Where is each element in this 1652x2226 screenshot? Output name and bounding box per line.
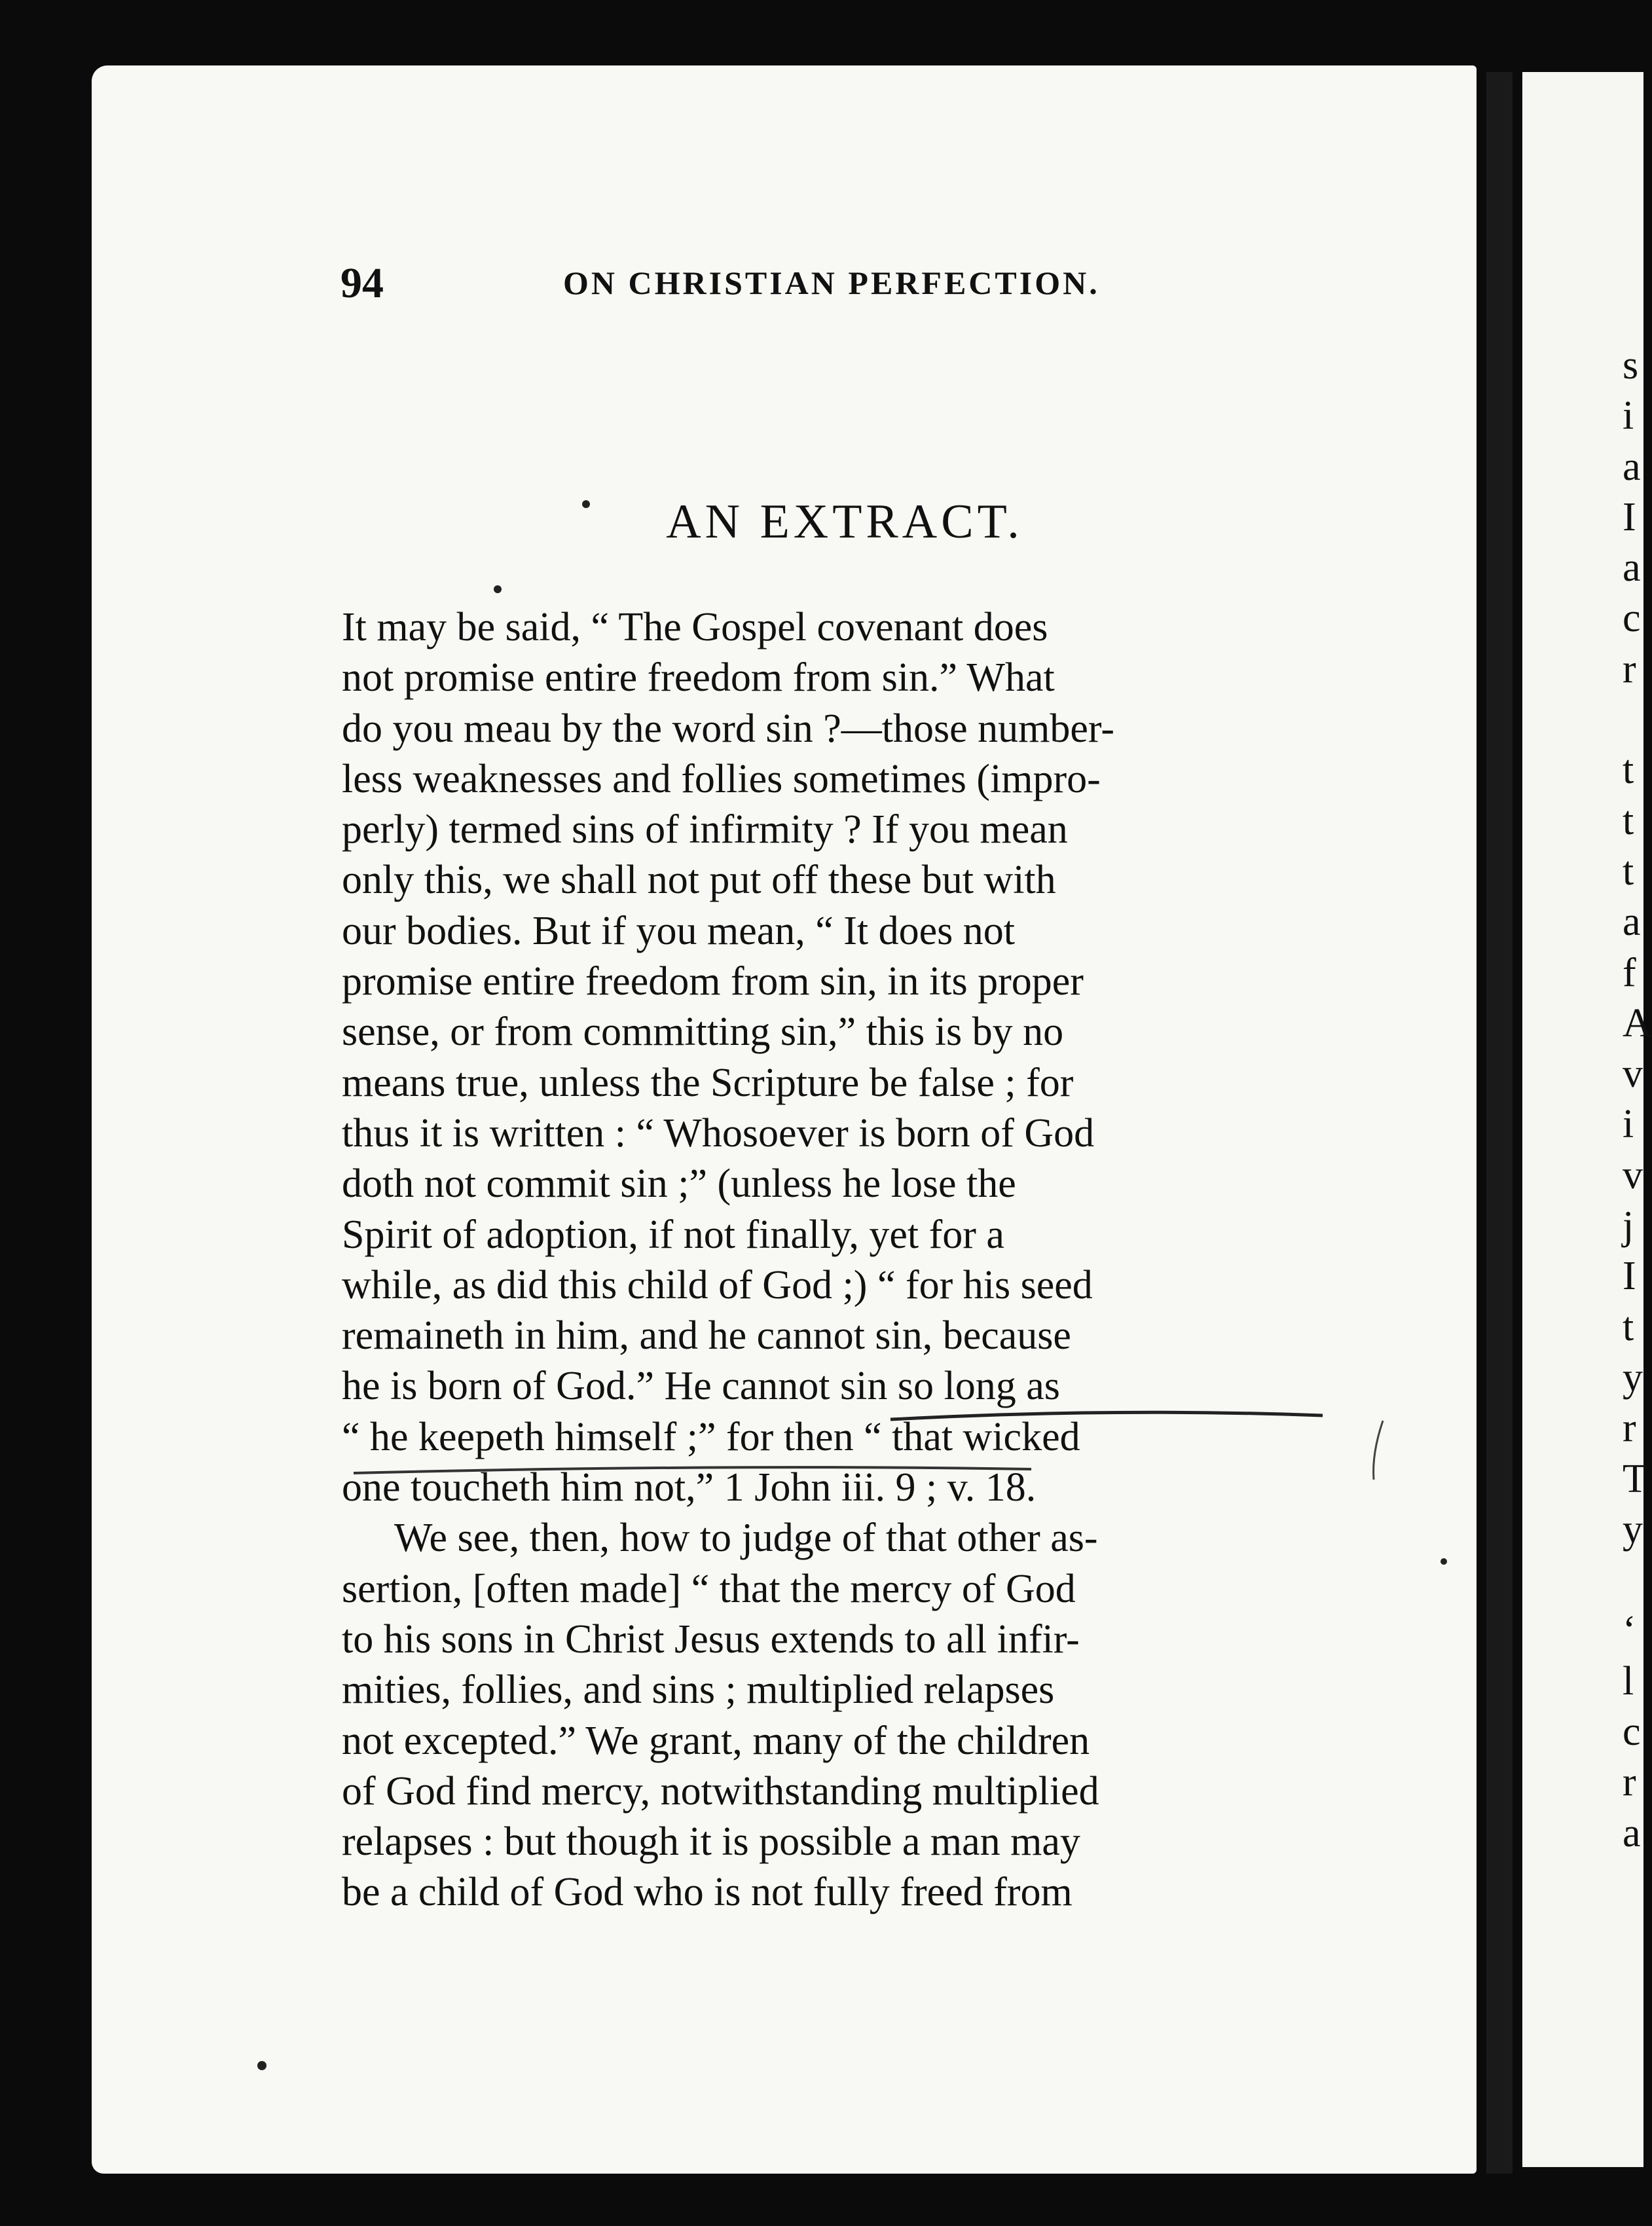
text-line: of God find mercy, notwithstanding multiplied [342,1768,1099,1814]
text-line: not promise entire freedom from sin.” What [342,655,1055,701]
fragment-letter: s [1623,343,1639,388]
text-line: only this, we shall not put off these but with [342,858,1056,903]
text-line: do you meau by the word sin ?—those number- [342,706,1114,751]
fragment-letter: t [1623,1304,1634,1349]
text-line: We see, then, how to judge of that other as- [394,1516,1098,1561]
text-line: It may be said, “ The Gospel covenant does [342,605,1048,649]
speck [257,2061,266,2070]
fragment-letter: ‘ [1623,1608,1636,1653]
fragment-letter: i [1623,1102,1634,1147]
text-line: less weaknesses and follies sometimes (impro- [342,756,1101,801]
fragment-letter: a [1623,545,1641,591]
text-line: mities, follies, and sins ; multiplied relapses [342,1668,1055,1713]
speck [1441,1558,1447,1565]
fragment-letter: r [1623,1406,1636,1451]
fragment-letter: a [1623,1810,1641,1855]
text-line: thus it is written : “ Whosoever is born of God [342,1110,1095,1156]
fragment-letter: c [1623,596,1641,641]
fragment-letter: t [1623,798,1634,843]
text-line: while, as did this child of God ;) “ for his seed [342,1262,1093,1307]
text-line: not excepted.” We grant, many of the children [342,1718,1090,1763]
text-line: our bodies. But if you mean, “ It does not [342,908,1015,953]
text-line: to his sons in Christ Jesus extends to all infir- [342,1616,1080,1662]
text-line: remaineth in him, and he cannot sin, because [342,1313,1071,1359]
margin-mark [1374,1421,1383,1480]
text-line: sense, or from committing sin,” this is by no [342,1010,1064,1055]
fragment-letter: t [1623,748,1634,793]
text-line: one toucheth him not,” 1 John iii. 9 ; v. 18. [342,1465,1037,1510]
body-text [342,602,1350,1918]
fragment-letter: f [1623,950,1636,995]
page-number: 94 [340,259,384,307]
fragment-letter: v [1623,1152,1643,1197]
fragment-letter: A [1623,1000,1652,1046]
fragment-letter: y [1623,1355,1643,1400]
text-line: he is born of God.” He cannot sin so long as [342,1364,1060,1409]
text-line: perly) termed sins of infirmity ? If you mean [342,807,1068,852]
fragment-letter: l [1623,1658,1634,1704]
text-line: doth not commit sin ;” (unless he lose the [342,1161,1016,1207]
text-line: relapses : but though it is possible a man may [342,1819,1080,1865]
fragment-letter: v [1623,1051,1643,1097]
fragment-letter: r [1623,646,1636,691]
text-line: promise entire freedom from sin, in its proper [342,959,1084,1004]
text-line: “ he keepeth himself ;” for then “ that wicked [342,1414,1080,1459]
fragment-letter: a [1623,900,1641,945]
fragment-letter: c [1623,1709,1641,1755]
fragment-letter: t [1623,848,1634,894]
text-line: means true, unless the Scripture be false ; for [342,1060,1074,1105]
fragment-letter: I [1623,1254,1636,1299]
fragment-letter: y [1623,1506,1643,1552]
speck [494,585,502,593]
fragment-letter: a [1623,444,1641,489]
running-head: ON CHRISTIAN PERFECTION. [563,265,1100,301]
fragment-letter: i [1623,393,1634,439]
page-header [340,259,1362,318]
fragment-letter: T [1623,1456,1647,1501]
fragment-letter: j [1623,1203,1634,1249]
text-line: be a child of God who is not fully freed from [342,1870,1073,1915]
facing-page-text-fragment [1623,340,1652,1859]
section-title: AN EXTRACT. [666,495,1023,549]
text-line: Spirit of adoption, if not finally, yet for a [342,1212,1004,1257]
fragment-letter: r [1623,1760,1636,1805]
text-line: sertion, [often made] “ that the mercy of God [342,1566,1076,1611]
fragment-letter: I [1623,494,1636,539]
